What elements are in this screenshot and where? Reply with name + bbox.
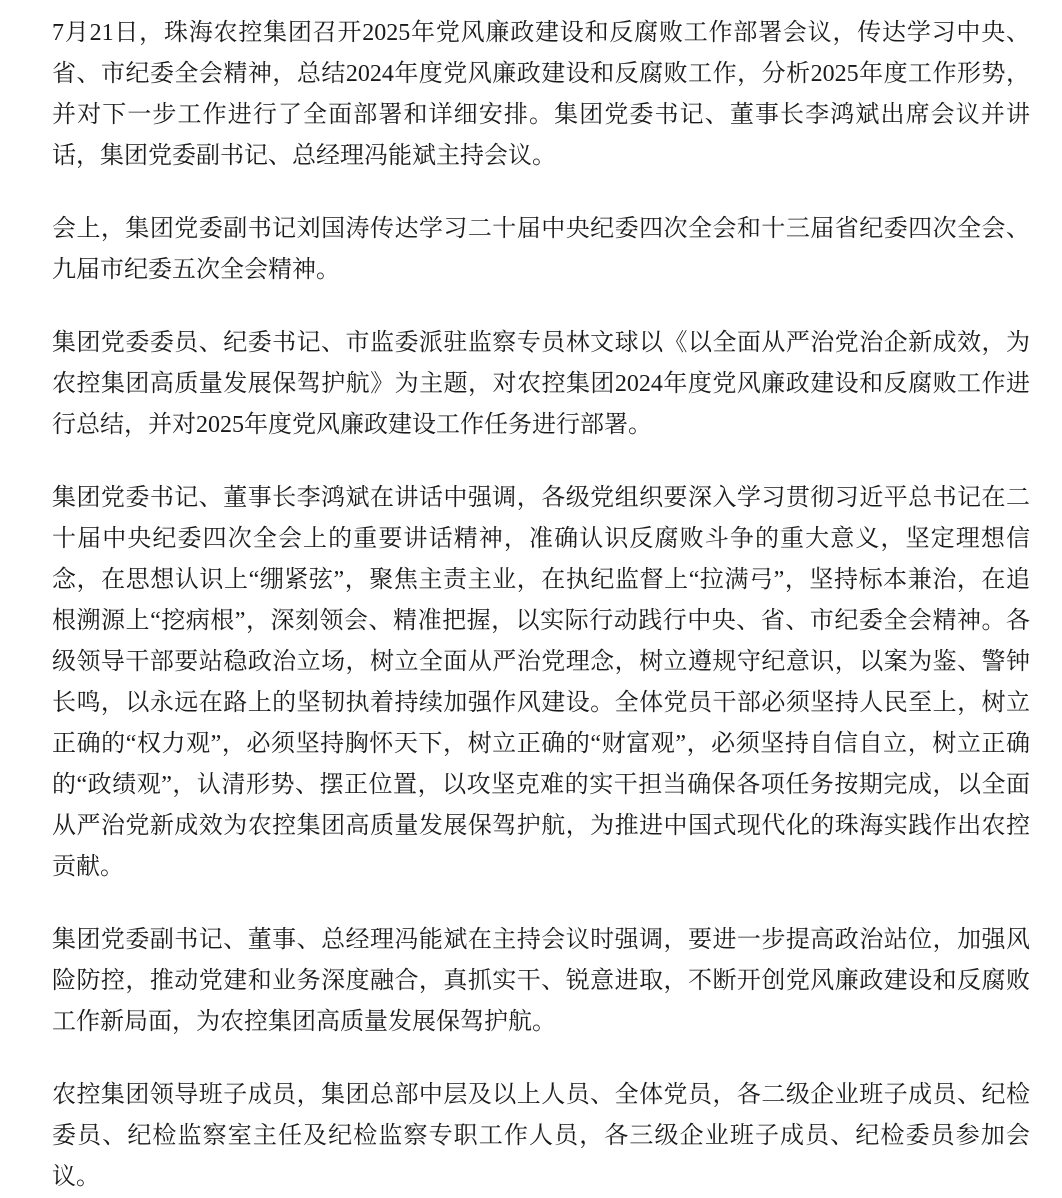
article-paragraph: 集团党委书记、董事长李鸿斌在讲话中强调，各级党组织要深入学习贯彻习近平总书记在二十届中央纪委四次全会上的重要讲话精神，准确认识反腐败斗争的重大意义，坚定理想信念，在思想认识上“绷紧弦”，聚焦主责主业，在执纪监督上“拉满弓”，坚持标本兼治，在追根溯源上“挖病根”，深刻领会、精准把握，以实际行动践行中央、省、市纪委全会精神。各级领导干部要站稳政治立场，树立全面从严治党理念，树立遵规守纪意识，以案为鉴、警钟长鸣，以永远在路上的坚韧执着持续加强作风建设。全体党员干部必须坚持人民至上，树立正确的“权力观”，必须坚持胸怀天下，树立正确的“财富观”，必须坚持自信自立，树立正确的“政绩观”，认清形势、摆正位置，以攻坚克难的实干担当确保各项任务按期完成，以全面从严治党新成效为农控集团高质量发展保驾护航，为推进中国式现代化的珠海实践作出农控贡献。 — [52, 485, 1030, 880]
article-paragraph: 集团党委副书记、董事、总经理冯能斌在主持会议时强调，要进一步提高政治站位，加强风险防控，推动党建和业务深度融合，真抓实干、锐意进取，不断开创党风廉政建设和反腐败工作新局面，为农控集团高质量发展保驾护航。 — [52, 927, 1030, 1035]
article-paragraph: 农控集团领导班子成员，集团总部中层及以上人员、全体党员，各二级企业班子成员、纪检委员、纪检监察室主任及纪检监察专职工作人员，各三级企业班子成员、纪检委员参加会议。 — [52, 1082, 1030, 1190]
article-paragraph: 会上，集团党委副书记刘国涛传达学习二十届中央纪委四次全会和十三届省纪委四次全会、九届市纪委五次全会精神。 — [52, 216, 1030, 283]
article-paragraph: 集团党委委员、纪委书记、市监委派驻监察专员林文球以《以全面从严治党治企新成效，为农控集团高质量发展保驾护航》为主题，对农控集团2024年度党风廉政建设和反腐败工作进行总结，并对2025年度党风廉政建设工作任务进行部署。 — [52, 330, 1030, 438]
article-paragraph: 7月21日，珠海农控集团召开2025年党风廉政建设和反腐败工作部署会议，传达学习中央、省、市纪委全会精神，总结2024年度党风廉政建设和反腐败工作，分析2025年度工作形势，并对下一步工作进行了全面部署和详细安排。集团党委书记、董事长李鸿斌出席会议并讲话，集团党委副书记、总经理冯能斌主持会议。 — [52, 20, 1030, 169]
